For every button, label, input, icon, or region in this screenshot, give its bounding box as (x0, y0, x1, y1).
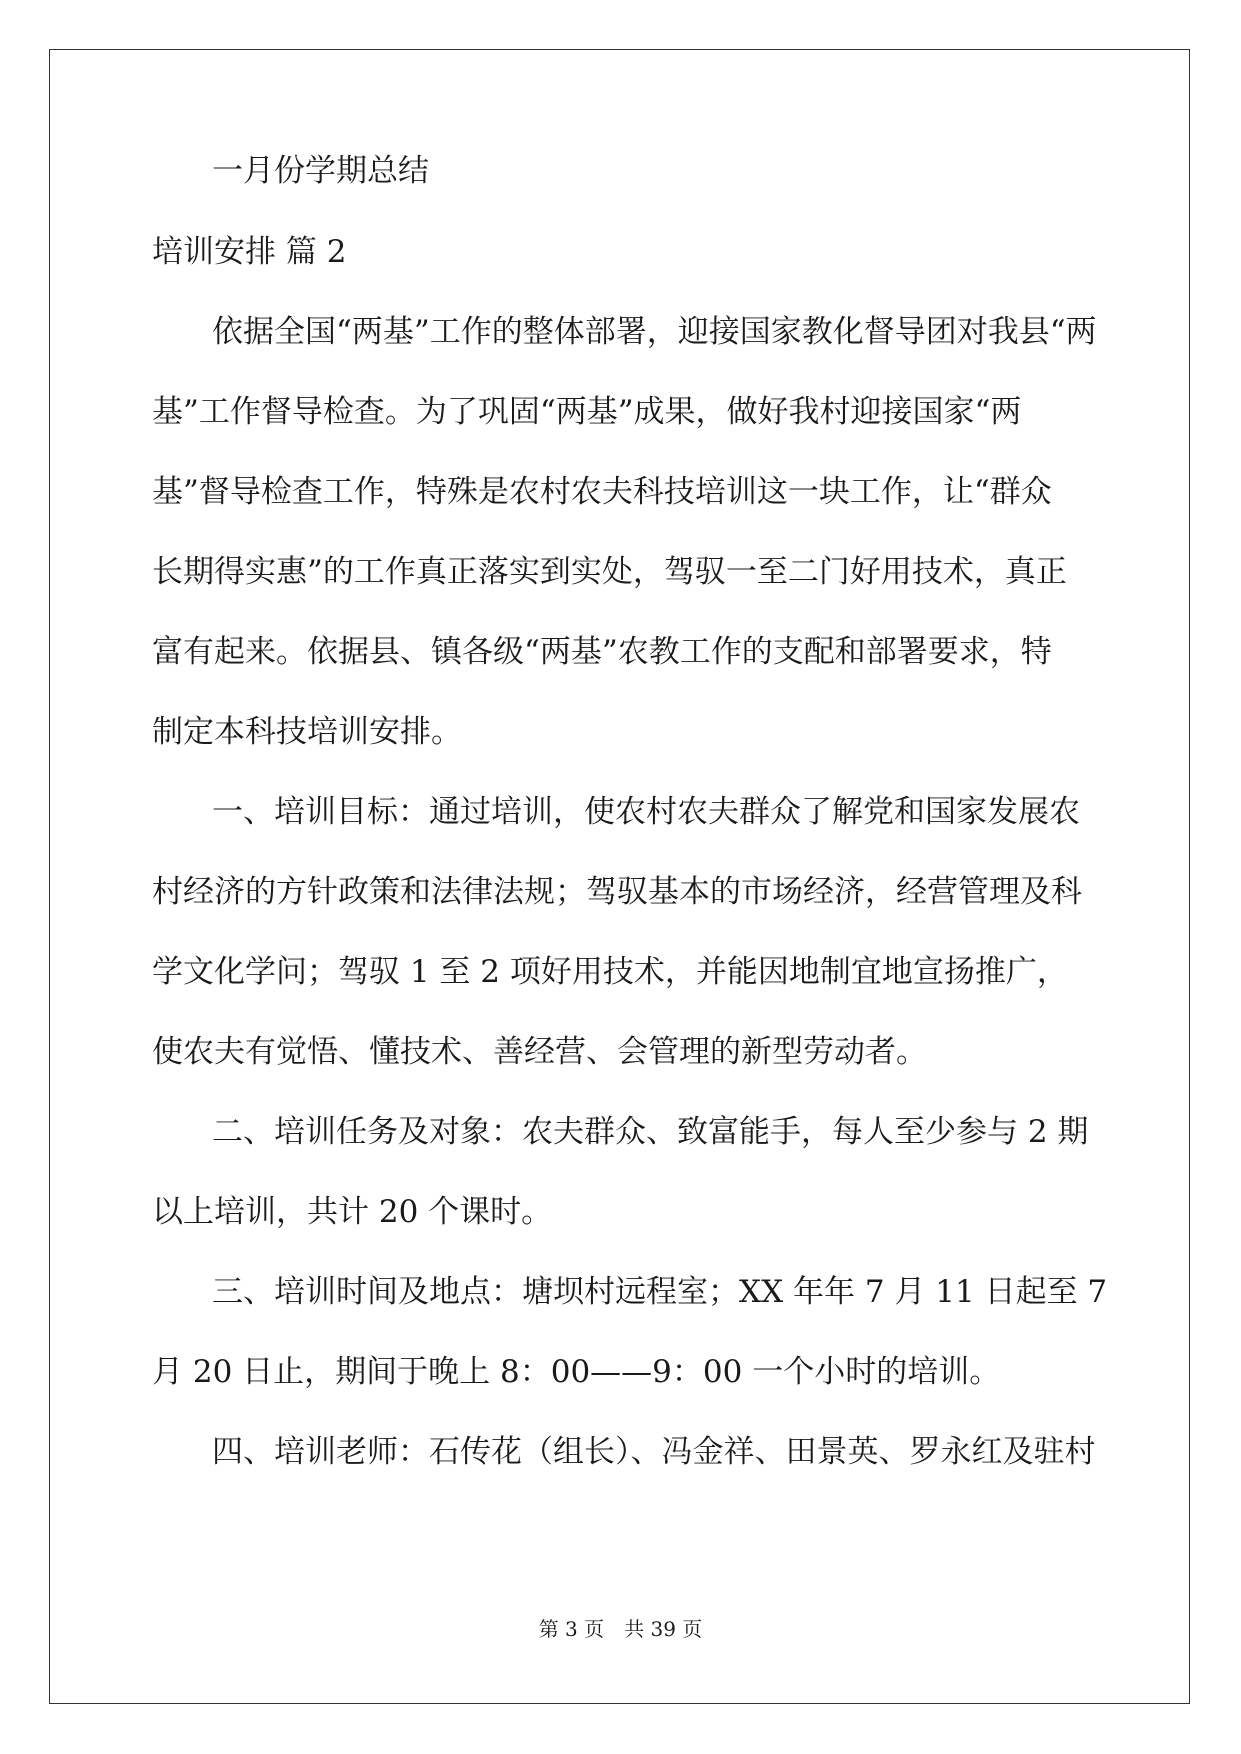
paragraph-3-line-2: 以上培训，共计 20 个课时。 (152, 1194, 553, 1230)
paragraph-2-line-2: 村经济的方针政策和法律法规；驾驭基本的市场经济，经营管理及科 (152, 874, 1082, 910)
paragraph-1-line-6: 制定本科技培训安排。 (152, 714, 462, 750)
paragraph-1-line-3: 基”督导检查工作，特殊是农村农夫科技培训这一块工作，让“群众 (152, 474, 1052, 510)
paragraph-2-line-3: 学文化学问；驾驭 1 至 2 项好用技术，并能因地制宜地宣扬推广， (152, 954, 1068, 990)
paragraph-2-line-4: 使农夫有觉悟、懂技术、善经营、会管理的新型劳动者。 (152, 1034, 927, 1070)
paragraph-1-line-5: 富有起来。依据县、镇各级“两基”农教工作的支配和部署要求，特 (152, 634, 1052, 670)
paragraph-1-line-2: 基”工作督导检查。为了巩固“两基”成果，做好我村迎接国家“两 (152, 394, 1022, 430)
paragraph-1-line-1: 依据全国“两基”工作的整体部署，迎接国家教化督导团对我县“两 (212, 314, 1097, 350)
paragraph-2-line-1: 一、培训目标：通过培训，使农村农夫群众了解党和国家发展农 (212, 794, 1080, 830)
paragraph-4-line-2: 月 20 日止，期间于晚上 8：00——9：00 一个小时的培训。 (152, 1354, 1001, 1390)
section-title: 培训安排 篇 2 (152, 234, 347, 270)
page-number-footer: 第 3 页 共 39 页 (538, 1617, 703, 1641)
top-line: 一月份学期总结 (212, 153, 429, 189)
paragraph-4-line-1: 三、培训时间及地点：塘坝村远程室；XX 年年 7 月 11 日起至 7 (212, 1274, 1108, 1310)
paragraph-3-line-1: 二、培训任务及对象：农夫群众、致富能手，每人至少参与 2 期 (212, 1114, 1089, 1150)
paragraph-1-line-4: 长期得实惠”的工作真正落实到实处，驾驭一至二门好用技术，真正 (152, 554, 1067, 590)
paragraph-5-line-1: 四、培训老师：石传花（组长）、冯金祥、田景英、罗永红及驻村 (212, 1434, 1096, 1470)
